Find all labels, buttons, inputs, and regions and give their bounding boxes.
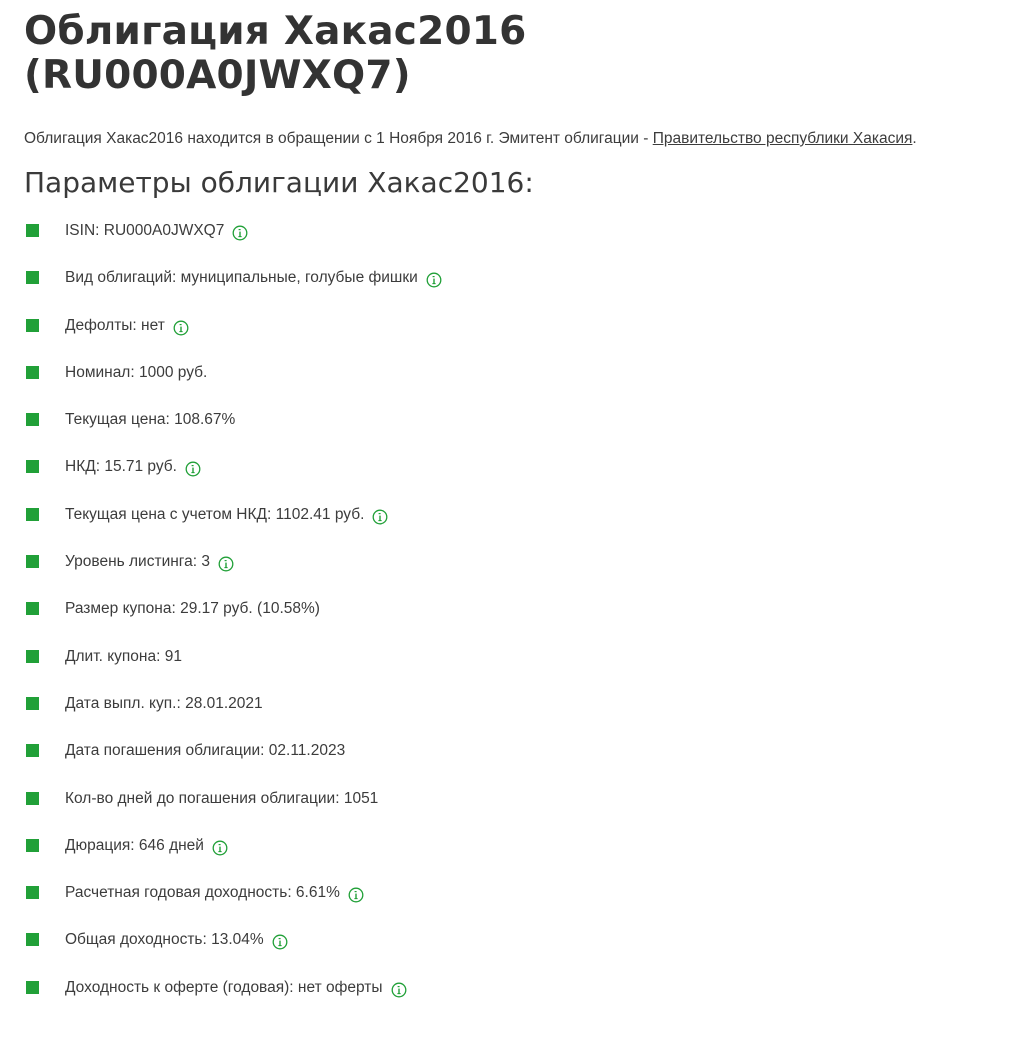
info-icon[interactable] bbox=[272, 934, 288, 950]
bullet-square-icon bbox=[26, 271, 39, 284]
bullet-square-icon bbox=[26, 413, 39, 426]
bond-intro bbox=[24, 128, 974, 149]
param-item bbox=[24, 874, 1004, 921]
param-text: Номинал: 1000 руб. bbox=[65, 363, 208, 381]
bullet-square-icon bbox=[26, 933, 39, 946]
param-text: Дюрация: 646 дней bbox=[65, 836, 204, 854]
info-icon[interactable] bbox=[348, 887, 364, 903]
info-icon[interactable] bbox=[372, 509, 388, 525]
param-item bbox=[24, 780, 1004, 827]
info-icon[interactable] bbox=[212, 840, 228, 856]
bullet-square-icon bbox=[26, 224, 39, 237]
bond-params-list bbox=[24, 212, 1004, 1016]
param-text: Длит. купона: 91 bbox=[65, 647, 182, 665]
param-item bbox=[24, 212, 1004, 259]
param-item bbox=[24, 543, 1004, 590]
param-item bbox=[24, 827, 1004, 874]
param-item bbox=[24, 732, 1004, 779]
param-text: Кол-во дней до погашения облигации: 1051 bbox=[65, 789, 379, 807]
param-item bbox=[24, 496, 1004, 543]
param-text: Вид облигаций: муниципальные, голубые фишки bbox=[65, 269, 418, 287]
bullet-square-icon bbox=[26, 460, 39, 473]
page-title-line1: Облигация Хакас2016 bbox=[24, 9, 527, 54]
bullet-square-icon bbox=[26, 366, 39, 379]
param-item bbox=[24, 685, 1004, 732]
bullet-square-icon bbox=[26, 508, 39, 521]
bullet-square-icon bbox=[26, 555, 39, 568]
bullet-square-icon bbox=[26, 744, 39, 757]
section-title: Параметры облигации Хакас2016: bbox=[24, 166, 534, 199]
param-item bbox=[24, 448, 1004, 495]
issuer-link[interactable]: Правительство республики Хакасия bbox=[652, 130, 913, 147]
bullet-square-icon bbox=[26, 602, 39, 615]
param-item bbox=[24, 401, 1004, 448]
bullet-square-icon bbox=[26, 697, 39, 710]
param-item bbox=[24, 354, 1004, 401]
info-icon[interactable] bbox=[426, 272, 442, 288]
bullet-square-icon bbox=[26, 981, 39, 994]
bullet-square-icon bbox=[26, 839, 39, 852]
param-text: Дефолты: нет bbox=[65, 316, 165, 334]
info-icon[interactable] bbox=[185, 461, 201, 477]
param-text: Текущая цена с учетом НКД: 1102.41 руб. bbox=[65, 505, 365, 523]
bond-page bbox=[24, 0, 1004, 1016]
page-title-line2: (RU000A0JWXQ7) bbox=[24, 53, 411, 98]
info-icon[interactable] bbox=[218, 556, 234, 572]
param-text: Дата погашения облигации: 02.11.2023 bbox=[65, 742, 346, 760]
param-text: Уровень листинга: 3 bbox=[65, 553, 210, 571]
param-text: ISIN: RU000A0JWXQ7 bbox=[65, 222, 225, 239]
param-text: Дата выпл. куп.: 28.01.2021 bbox=[65, 694, 263, 712]
param-text: Доходность к оферте (годовая): нет оферты bbox=[65, 978, 383, 996]
info-icon[interactable] bbox=[173, 320, 189, 336]
param-item bbox=[24, 259, 1004, 306]
param-text: Размер купона: 29.17 руб. (10.58%) bbox=[65, 600, 320, 618]
param-item bbox=[24, 638, 1004, 685]
param-text: Расчетная годовая доходность: 6.61% bbox=[65, 884, 340, 902]
bullet-square-icon bbox=[26, 886, 39, 899]
bullet-square-icon bbox=[26, 319, 39, 332]
info-icon[interactable] bbox=[391, 982, 407, 998]
page-title bbox=[24, 10, 1004, 98]
intro-end: . bbox=[912, 130, 917, 147]
param-item bbox=[24, 590, 1004, 637]
info-icon[interactable] bbox=[232, 225, 248, 241]
param-item bbox=[24, 969, 1004, 1016]
param-item bbox=[24, 307, 1004, 354]
intro-text: Облигация Хакас2016 находится в обращении с 1 Ноября 2016 г. Эмитент облигации - bbox=[24, 130, 653, 147]
param-text: НКД: 15.71 руб. bbox=[65, 458, 177, 476]
bullet-square-icon bbox=[26, 650, 39, 663]
bullet-square-icon bbox=[26, 792, 39, 805]
param-text: Общая доходность: 13.04% bbox=[65, 931, 264, 949]
param-item bbox=[24, 921, 1004, 968]
param-text: Текущая цена: 108.67% bbox=[65, 411, 236, 429]
